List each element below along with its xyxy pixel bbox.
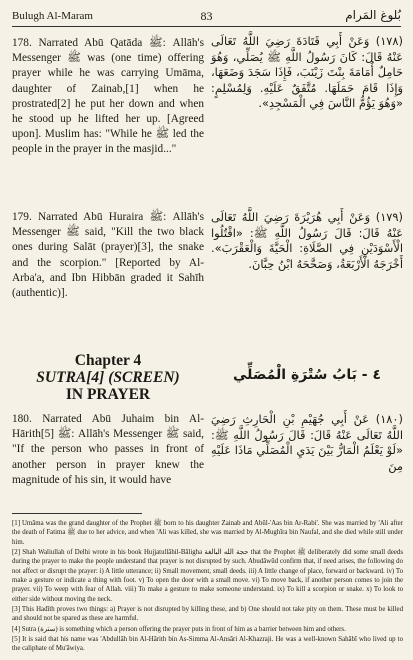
footnote-3: [3] This Hadīth proves two things: a) Prayer is not disrupted by killing these, and b) One should not take pity on them. These must be killed and should not be spared as these are harmful. [12, 606, 403, 623]
header-arabic-title: بُلوغ المَرام [345, 8, 401, 22]
footnote-1: [1] Umāma was the grand daughter of the Prophet ﷺ born to his daughter Zainab and Abūl-'Aas bin Ar-Rabi'. She was married by 'Ali after the death of Fatima ﷺ due to her advice, and when 'Ali was killed, she was married by Al-Mughīra bin Naufal, and she died while still under him. [12, 520, 404, 546]
chapter-title: SUTRA[4] (SCREEN) [36, 369, 180, 386]
chapter-subtitle: IN PRAYER [65, 386, 151, 403]
footnote-divider [12, 513, 142, 514]
chapter-number: Chapter 4 [74, 352, 142, 369]
page-number: 83 [200, 9, 213, 23]
footnote-5: [5] It is said that his name was 'Abdullāh bin Al-Hārith bin As-Simma Al-Ansāri Al-Khazraji. He was a well-known Sahābī who lived up to the caliphate of Mu'āwiya. [12, 636, 403, 653]
hadith-180-english: 180. Narrated Abū Juhaim bin Al-Hārith[5] ﷺ: Allāh's Messenger ﷺ said, "If the person who passes in front of another person in prayer knew the magnitude of his sin, it would have [12, 413, 204, 486]
hadith-179-english: 179. Narrated Abū Huraira ﷺ: Allāh's Messenger ﷺ said, "Kill the two black ones during Salāt (prayer)[3], the snake and the scorpion." [Reported by Al-Arba'a, and Ibn Hibbān graded it Sahīh (authentic)]. [12, 211, 204, 300]
page-header [12, 8, 401, 27]
footnote-4: [4] Sutra (سترة) is something which a person offering the prayer puts in front of him as a barrier between him and others. [12, 626, 346, 633]
chapter-heading [12, 352, 204, 403]
hadith-178-arabic: (١٧٨) وَعَنْ أَبِي قَتَادَةَ رَضِيَ اللَّهُ تَعَالَى عَنْهُ قَالَ: كَانَ رَسُولُ اللَّهِ ﷺ يُصَلِّي، وَهُوَ حَامِلٌ أُمَامَةَ بِنْتَ زَيْنَبَ، فَإِذَا سَجَدَ وَضَعَهَا، وَإِذَا قَامَ حَمَلَهَا. مُتَّفَقٌ عَلَيْهِ. وَلِمُسْلِمٍ: «وَهُوَ يَؤُمُّ النَّاسَ فِي الْمَسْجِدِ». [211, 34, 403, 111]
hadith-179-arabic: (١٧٩) وَعَنْ أَبِي هُرَيْرَةَ رَضِيَ اللَّهُ تَعَالَى عَنْهُ قَالَ: قَالَ رَسُولُ اللَّهِ ﷺ: «اقْتُلُوا الْأَسْوَدَيْنِ فِي الصَّلَاةِ: الْحَيَّةَ وَالْعَقْرَبَ». أَخْرَجَهُ الْأَرْبَعَةُ، وَصَحَّحَهُ ابْنُ حِبَّانَ. [211, 210, 403, 271]
hadith-180-arabic: (١٨٠) عَنْ أَبِي جُهَيْمِ بْنِ الْحَارِثِ رَضِيَ اللَّهُ تَعَالَى عَنْهُ قَالَ: قَالَ رَسُولُ اللَّهِ ﷺ: «لَوْ يَعْلَمُ الْمَارُّ بَيْنَ يَدَيِ الْمُصَلِّي مَاذَا عَلَيْهِ مِنَ [211, 412, 403, 473]
footnote-2: [2] Shah Waliullah of Delhi wrote in his book Hujjatullāhil-Bāligha حجة الله البالغة that the Prophet ﷺ deliberately did some small deeds during the prayer to make the people understand that prayer is not disrupted by such. Abudāwūd confirm that, if need arises, the following do not affect or disrupt the prayer: i) A little utterance; ii) Small movement, small deeds. iii) A little change of place, forward or backward. iv) To make a gesture or indicate a thing with foot. v) To open the door with a small move. vi) To move back, if another person comes to join the prayer. vii) To weep with fear of Allah. viii) To make a gesture to make someone understand. ix) To kill a scorpion or snake. x) To look to either side without moving the neck. [12, 549, 404, 603]
hadith-178-english: 178. Narrated Abū Qatāda ﷺ: Allāh's Messenger ﷺ was (one time) offering prayer while he was carrying Umāma, daughter of Zainab,[1] when he prostrated[2] he put her down and when he stood up he lifted her up. [Agreed upon]. Muslim has: "While he ﷺ led the people in the prayer in the masjid..." [12, 37, 204, 156]
header-book-title: Bulugh Al-Maram [12, 10, 93, 22]
chapter-heading-arabic: ٤ - بَابُ سُتْرَةِ الْمُصَلِّي [232, 367, 381, 383]
